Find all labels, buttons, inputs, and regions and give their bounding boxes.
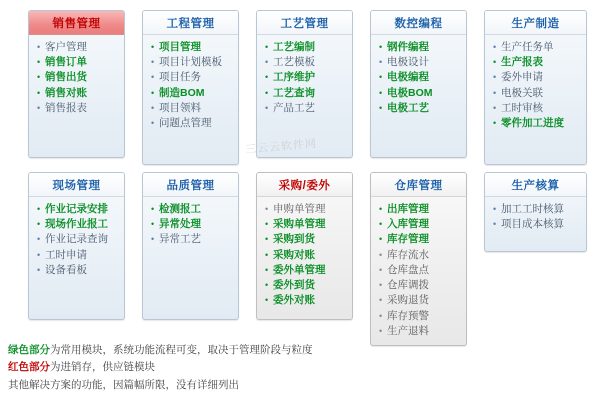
bullet-icon: • — [151, 118, 155, 129]
bullet-icon: • — [265, 264, 269, 275]
list-item[interactable] — [493, 101, 582, 116]
list-item-label: 库存预警 — [387, 309, 429, 322]
list-item[interactable] — [151, 86, 234, 101]
bullet-icon: • — [379, 325, 383, 336]
list-item[interactable] — [379, 248, 462, 263]
list-item[interactable] — [265, 70, 348, 85]
card-header — [143, 173, 238, 197]
bullet-icon: • — [493, 102, 497, 113]
bullet-icon: • — [37, 234, 41, 245]
card-header — [29, 173, 124, 197]
list-item[interactable] — [379, 324, 462, 339]
card-engineering-management[interactable] — [142, 10, 239, 165]
list-item[interactable] — [379, 101, 462, 116]
list-item[interactable] — [493, 55, 582, 70]
list-item-label: 检测报工 — [159, 203, 201, 215]
list-item[interactable] — [151, 40, 234, 55]
list-item-label: 工时审核 — [501, 101, 543, 114]
bullet-icon: • — [379, 57, 383, 68]
list-item-label: 销售对账 — [45, 86, 87, 99]
list-item[interactable] — [379, 70, 462, 85]
bullet-icon: • — [37, 204, 41, 214]
card-header — [371, 173, 466, 197]
list-item-label: 项目管理 — [159, 41, 201, 53]
list-item[interactable] — [37, 217, 120, 232]
bullet-icon: • — [37, 264, 41, 275]
list-item-label: 钢件编程 — [387, 41, 429, 53]
bullet-icon: • — [265, 42, 269, 52]
bullet-icon: • — [265, 204, 269, 214]
card-title: 采购/委外 — [278, 179, 331, 192]
card-header — [257, 11, 352, 35]
bullet-icon: • — [151, 219, 155, 230]
bullet-icon: • — [265, 234, 269, 245]
list-item[interactable] — [151, 116, 234, 131]
bullet-icon: • — [379, 280, 383, 291]
bullet-icon: • — [151, 102, 155, 113]
bullet-icon: • — [379, 310, 383, 321]
bullet-icon: • — [151, 42, 155, 52]
bullet-icon: • — [37, 72, 41, 83]
list-item[interactable] — [493, 116, 582, 131]
card-body — [257, 197, 352, 314]
bullet-icon: • — [37, 87, 41, 98]
list-item[interactable] — [37, 86, 120, 101]
list-item[interactable] — [265, 278, 348, 293]
list-item-label: 销售出货 — [45, 71, 87, 84]
bullet-icon: • — [37, 249, 41, 260]
list-item-label: 申购单管理 — [273, 203, 326, 215]
list-item-label: 电极设计 — [387, 56, 429, 69]
list-item-label: 采购退货 — [387, 294, 429, 307]
bullet-icon: • — [151, 87, 155, 98]
card-title: 仓库管理 — [394, 179, 443, 192]
list-item-label: 采购对账 — [273, 248, 315, 261]
card-header — [29, 11, 124, 35]
list-item-label: 仓库调拨 — [387, 279, 429, 292]
list-item[interactable] — [37, 202, 120, 217]
legend-red-key: 红色部分 — [8, 361, 50, 374]
list-item-label: 项目成本核算 — [501, 218, 564, 231]
card-production-costing[interactable] — [484, 172, 587, 252]
list-item-label: 出库管理 — [387, 203, 429, 215]
list-item[interactable] — [379, 55, 462, 70]
card-body — [485, 197, 586, 237]
list-item[interactable] — [37, 232, 120, 247]
list-item-label: 入库管理 — [387, 218, 429, 231]
card-production-manufacturing[interactable] — [484, 10, 587, 165]
list-item-label: 现场作业报工 — [45, 218, 108, 231]
bullet-icon: • — [151, 72, 155, 83]
card-body — [485, 35, 586, 136]
list-item[interactable] — [379, 263, 462, 278]
legend-line-red — [8, 359, 428, 376]
list-item-label: 零件加工进度 — [501, 117, 564, 130]
card-body — [371, 197, 466, 344]
bullet-icon: • — [265, 295, 269, 306]
list-item[interactable] — [151, 70, 234, 85]
card-title: 销售管理 — [52, 17, 101, 30]
card-warehouse-management[interactable] — [370, 172, 467, 346]
bullet-icon: • — [379, 204, 383, 214]
bullet-icon: • — [265, 249, 269, 260]
card-title: 生产核算 — [511, 179, 560, 192]
list-item[interactable] — [265, 101, 348, 116]
list-item-label: 委外对账 — [273, 294, 315, 307]
card-header — [371, 11, 466, 35]
bullet-icon: • — [379, 42, 383, 52]
bullet-icon: • — [37, 102, 41, 113]
bullet-icon: • — [265, 280, 269, 291]
bullet-icon: • — [37, 219, 41, 230]
list-item[interactable] — [379, 217, 462, 232]
bullet-icon: • — [379, 219, 383, 230]
bullet-icon: • — [379, 264, 383, 275]
list-item[interactable] — [37, 101, 120, 116]
list-item[interactable] — [379, 202, 462, 217]
list-item-label: 生产任务单 — [501, 41, 554, 53]
list-item-label: 电极工艺 — [387, 101, 429, 114]
list-item-label: 采购单管理 — [273, 218, 326, 231]
card-header — [143, 11, 238, 35]
card-header — [257, 173, 352, 197]
card-title: 工艺管理 — [280, 17, 329, 30]
bullet-icon: • — [493, 57, 497, 68]
bullet-icon: • — [379, 102, 383, 113]
list-item-label: 电极编程 — [387, 71, 429, 84]
bullet-icon: • — [493, 72, 497, 83]
card-body — [143, 35, 238, 136]
list-item-label: 产品工艺 — [273, 101, 315, 114]
list-item-label: 仓库盘点 — [387, 263, 429, 276]
bullet-icon: • — [265, 87, 269, 98]
list-item[interactable] — [265, 232, 348, 247]
list-item[interactable] — [37, 70, 120, 85]
list-item[interactable] — [265, 248, 348, 263]
card-body — [143, 197, 238, 253]
card-purchase-outsourcing[interactable] — [256, 172, 353, 320]
list-item-label: 委外到货 — [273, 279, 315, 292]
bullet-icon: • — [151, 204, 155, 214]
list-item[interactable] — [379, 232, 462, 247]
list-item[interactable] — [379, 293, 462, 308]
list-item-label: 项目任务 — [159, 71, 201, 84]
list-item[interactable] — [37, 263, 120, 278]
bullet-icon: • — [151, 57, 155, 68]
list-item-label: 工时申请 — [45, 248, 87, 261]
list-item[interactable] — [493, 40, 582, 55]
bullet-icon: • — [265, 72, 269, 83]
legend-line-note: 其他解决方案的功能，因篇幅所限，没有详细列出 — [8, 378, 239, 391]
card-header — [485, 173, 586, 197]
legend-line-green — [8, 342, 428, 359]
list-item[interactable] — [493, 202, 582, 217]
watermark: 三云云软件网 — [244, 137, 318, 157]
list-item[interactable] — [265, 217, 348, 232]
list-item-label: 电极关联 — [501, 86, 543, 99]
list-item[interactable] — [37, 40, 120, 55]
card-header — [485, 11, 586, 35]
list-item-label: 加工工时核算 — [501, 203, 564, 215]
bullet-icon: • — [493, 118, 497, 129]
list-item[interactable] — [37, 55, 120, 70]
card-title: 工程管理 — [166, 17, 215, 30]
list-item[interactable] — [265, 293, 348, 308]
bullet-icon: • — [265, 57, 269, 68]
list-item-label: 异常处理 — [159, 218, 201, 231]
bullet-icon: • — [493, 219, 497, 230]
card-body — [29, 197, 124, 283]
list-item-label: 工艺查询 — [273, 86, 315, 99]
card-title: 生产制造 — [511, 17, 560, 30]
card-body — [29, 35, 124, 121]
bullet-icon: • — [37, 42, 41, 52]
list-item-label: 委外单管理 — [273, 263, 326, 276]
list-item[interactable] — [379, 278, 462, 293]
bullet-icon: • — [37, 57, 41, 68]
list-item[interactable] — [151, 101, 234, 116]
card-quality-management[interactable] — [142, 172, 239, 320]
list-item-label: 销售订单 — [45, 56, 87, 69]
bullet-icon: • — [379, 72, 383, 83]
bullet-icon: • — [493, 204, 497, 214]
legend-red-text: 为进销存，供应链模块 — [50, 361, 155, 374]
list-item[interactable] — [493, 70, 582, 85]
list-item-label: 工艺模板 — [273, 56, 315, 69]
list-item[interactable] — [151, 202, 234, 217]
list-item[interactable] — [379, 309, 462, 324]
list-item[interactable] — [265, 55, 348, 70]
list-item-label: 库存管理 — [387, 233, 429, 246]
list-item-label: 客户管理 — [45, 41, 87, 53]
list-item[interactable] — [379, 86, 462, 101]
list-item[interactable] — [493, 217, 582, 232]
list-item-label: 项目领料 — [159, 101, 201, 114]
list-item[interactable] — [379, 40, 462, 55]
list-item-label: 库存流水 — [387, 248, 429, 261]
card-nc-programming[interactable] — [370, 10, 467, 158]
list-item-label: 销售报表 — [45, 101, 87, 114]
list-item-label: 委外申请 — [501, 71, 543, 84]
list-item-label: 异常工艺 — [159, 233, 201, 246]
bullet-icon: • — [265, 219, 269, 230]
list-item[interactable] — [265, 86, 348, 101]
card-shopfloor-management[interactable] — [28, 172, 125, 320]
list-item[interactable] — [37, 248, 120, 263]
bullet-icon: • — [493, 87, 497, 98]
bullet-icon: • — [151, 234, 155, 245]
list-item-label: 项目计划模板 — [159, 56, 222, 69]
bullet-icon: • — [379, 295, 383, 306]
legend-green-key: 绿色部分 — [8, 344, 50, 357]
bullet-icon: • — [379, 234, 383, 245]
bullet-icon: • — [379, 249, 383, 260]
list-item-label: 生产退料 — [387, 324, 429, 337]
list-item-label: 作业记录查询 — [45, 233, 108, 246]
list-item-label: 工序维护 — [273, 71, 315, 84]
list-item-label: 电极BOM — [387, 86, 433, 99]
card-body — [257, 35, 352, 121]
bullet-icon: • — [493, 42, 497, 52]
list-item-label: 生产报表 — [501, 56, 543, 69]
list-item-label: 制造BOM — [159, 86, 205, 99]
card-title: 现场管理 — [52, 179, 101, 192]
card-body — [371, 35, 466, 121]
list-item-label: 设备看板 — [45, 263, 87, 276]
list-item[interactable] — [265, 263, 348, 278]
legend — [8, 342, 428, 394]
list-item-label: 采购到货 — [273, 233, 315, 246]
bullet-icon: • — [379, 87, 383, 98]
list-item[interactable] — [151, 217, 234, 232]
list-item[interactable] — [265, 40, 348, 55]
list-item-label: 作业记录安排 — [45, 203, 108, 215]
card-title: 数控编程 — [394, 17, 443, 30]
list-item-label: 问题点管理 — [159, 117, 212, 130]
list-item[interactable] — [265, 202, 348, 217]
legend-green-text: 为常用模块，系统功能流程可变，取决于管理阶段与粒度 — [50, 344, 313, 357]
bullet-icon: • — [265, 102, 269, 113]
card-title: 品质管理 — [166, 179, 215, 192]
card-sales-management[interactable] — [28, 10, 125, 158]
list-item[interactable] — [493, 86, 582, 101]
list-item[interactable] — [151, 232, 234, 247]
list-item-label: 工艺编制 — [273, 41, 315, 53]
list-item[interactable] — [151, 55, 234, 70]
